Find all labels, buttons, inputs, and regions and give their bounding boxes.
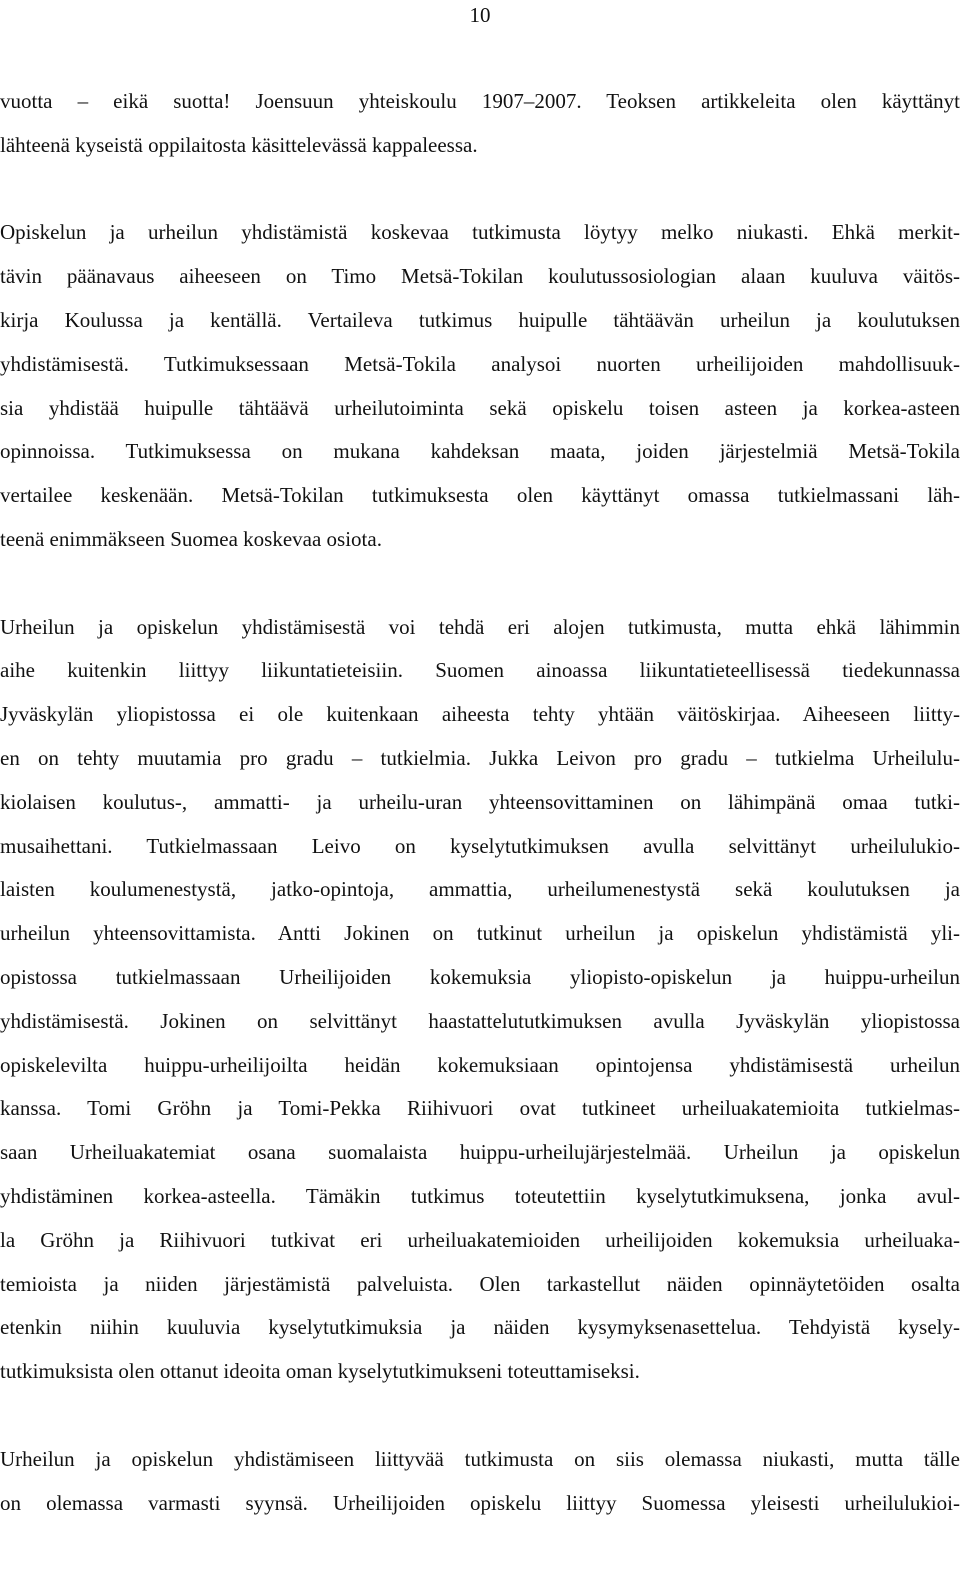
text-line: teenä enimmäkseen Suomea koskevaa osiota. — [0, 526, 382, 551]
paragraph — [0, 80, 960, 168]
text-line: aihe kuitenkin liittyy liikuntatieteisiin. Suomen ainoassa liikuntatieteellisessä tiedekunnassa — [0, 658, 960, 683]
text-line: kanssa. Tomi Gröhn ja Tomi-Pekka Riihivuori ovat tutkineet urheiluakatemioita tutkielmas- — [0, 1096, 960, 1121]
text-line: tutkimuksista olen ottanut ideoita oman kyselytutkimukseni toteuttamiseksi. — [0, 1359, 640, 1384]
paragraph — [0, 211, 960, 561]
text-line: on olemassa varmasti syynsä. Urheilijoiden opiskelu liittyy Suomessa yleisesti urheilulukioi- — [0, 1490, 960, 1515]
text-line: tävin päänavaus aiheeseen on Timo Metsä-Tokilan koulutussosiologian alaan kuuluva väitös- — [0, 264, 960, 289]
text-line: yhdistäminen korkea-asteella. Tämäkin tutkimus toteutettiin kyselytutkimuksena, jonka avul- — [0, 1183, 960, 1208]
text-line: musaihettani. Tutkielmassaan Leivo on kyselytutkimuksen avulla selvittänyt urheilulukio- — [0, 833, 960, 858]
text-line: vuotta – eikä suotta! Joensuun yhteiskoulu 1907–2007. Teoksen artikkeleita olen käyttänyt — [0, 89, 960, 113]
text-line: lähteenä kyseistä oppilaitosta käsittelevässä kappaleessa. — [0, 132, 478, 157]
text-line: Jyväskylän yliopistossa ei ole kuitenkaan aiheesta tehty yhtään väitöskirjaa. Aiheeseen liitty- — [0, 702, 960, 727]
text-line: yhdistämisestä. Tutkimuksessaan Metsä-Tokila analysoi nuorten urheilijoiden mahdollisuuk- — [0, 351, 960, 376]
text-line: Opiskelun ja urheilun yhdistämistä koskevaa tutkimusta löytyy melko niukasti. Ehkä merkit- — [0, 220, 960, 245]
text-line: opistossa tutkielmassaan Urheilijoiden kokemuksia yliopisto-opiskelun ja huippu-urheilun — [0, 964, 960, 989]
text-line: Urheilun ja opiskelun yhdistämisestä voi tehdä eri alojen tutkimusta, mutta ehkä lähimmin — [0, 614, 960, 639]
text-line: urheilun yhteensovittamista. Antti Jokinen on tutkinut urheilun ja opiskelun yhdistämistä yli- — [0, 921, 960, 946]
text-line: kiolaisen koulutus-, ammatti- ja urheilu-uran yhteensovittaminen on lähimpänä omaa tutki- — [0, 789, 960, 814]
page-number: 10 — [469, 3, 491, 27]
text-line: kirja Koulussa ja kentällä. Vertaileva tutkimus huipulle tähtäävän urheilun ja koulutuksen — [0, 307, 960, 332]
text-line: saan Urheiluakatemiat osana suomalaista huippu-urheilujärjestelmää. Urheilun ja opiskelun — [0, 1140, 960, 1165]
text-line: opiskelevilta huippu-urheilijoilta heidän kokemuksiaan opintojensa yhdistämisestä urheilun — [0, 1052, 960, 1077]
text-line: la Gröhn ja Riihivuori tutkivat eri urheiluakatemioiden urheilijoiden kokemuksia urheiluaka- — [0, 1227, 960, 1252]
text-line: yhdistämisestä. Jokinen on selvittänyt haastattelututkimuksen avulla Jyväskylän yliopistossa — [0, 1008, 960, 1033]
text-line: etenkin niihin kuuluvia kyselytutkimuksia ja näiden kysymyksenasettelua. Tehdyistä kysely- — [0, 1315, 960, 1340]
paragraph — [0, 1438, 960, 1526]
text-line: sia yhdistää huipulle tähtäävä urheilutoiminta sekä opiskelu toisen asteen ja korkea-asteen — [0, 395, 960, 420]
text-line: vertailee keskenään. Metsä-Tokilan tutkimuksesta olen käyttänyt omassa tutkielmassani läh- — [0, 483, 960, 508]
paragraph — [0, 606, 960, 1394]
text-line: en on tehty muutamia pro gradu – tutkielmia. Jukka Leivon pro gradu – tutkielma Urheilulu- — [0, 745, 960, 770]
text-line: temioista ja niiden järjestämistä palveluista. Olen tarkastellut näiden opinnäytetöiden osalta — [0, 1271, 960, 1296]
text-line: opinnoissa. Tutkimuksessa on mukana kahdeksan maata, joiden järjestelmiä Metsä-Tokila — [0, 439, 960, 464]
text-line: Urheilun ja opiskelun yhdistämiseen liittyvää tutkimusta on siis olemassa niukasti, mutta tälle — [0, 1446, 960, 1471]
text-line: laisten koulumenestystä, jatko-opintoja, ammattia, urheilumenestystä sekä koulutuksen ja — [0, 877, 960, 902]
document-body — [0, 80, 960, 1569]
